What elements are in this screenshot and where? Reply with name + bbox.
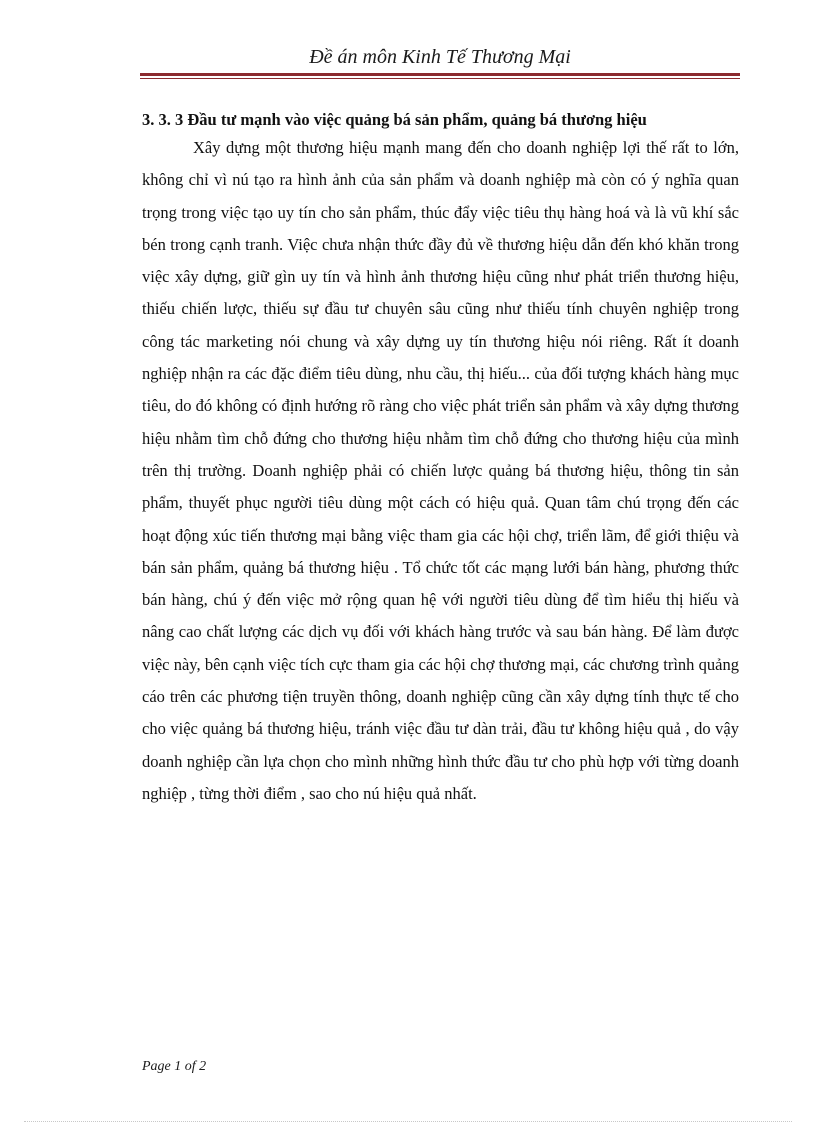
page-header-title: Đề án môn Kinh Tế Thương Mại [309,46,571,68]
page-number-footer: Page 1 of 2 [142,1059,207,1074]
header-rule-thin [140,78,740,79]
header-rule-thick [140,73,740,76]
section-paragraph: Xây dựng một thương hiệu mạnh mang đến cho doanh nghiệp lợi thế rất to lớn, không chỉ vì nú tạo ra hình ảnh của sản phẩm và doanh nghiệp mà còn có ý nghĩa quan trọng trong việc tạo uy tín cho sản phẩm, thúc đẩy việc tiêu thụ hàng hoá và là vũ khí sắc bén trong cạnh tranh. Việc chưa nhận thức đầy đủ về thương hiệu dẫn đến khó khăn trong việc xây dựng, giữ gìn uy tín và hình ảnh thương hiệu cũng như phát triển thương hiệu, thiếu chiến lược, thiếu sự đầu tư chuyên sâu cũng như thiếu tính chuyên nghiệp trong công tác marketing nói chung và xây dựng uy tín thương hiệu nói riêng. Rất ít doanh nghiệp nhận ra các đặc điểm tiêu dùng, nhu cầu, thị hiếu... của đối tượng khách hàng mục tiêu, do đó không có định hướng rõ ràng cho việc phát triển sản phẩm và xây dựng thương hiệu nhằm tìm chỗ đứng cho thương hiệu nhằm tìm chỗ đứng cho thương hiệu của mình trên thị trường. Doanh nghiệp phải có chiến lược quảng bá thương hiệu, thông tin sản phẩm, thuyết phục người tiêu dùng một cách có hiệu quả. Quan tâm chú trọng đến các hoạt động xúc tiến thương mại bằng việc tham gia các hội chợ, triển lãm, để giới thiệu và bán sản phẩm, quảng bá thương hiệu . Tổ chức tốt các mạng lưới bán hàng, phương thức bán hàng, chú ý đến việc mở rộng quan hệ với người tiêu dùng để tìm hiểu thị hiếu và nâng cao chất lượng các dịch vụ đối với khách hàng trước và sau bán hàng. Để làm được việc này, bên cạnh việc tích cực tham gia các hội chợ thương mại, các chương trình quảng cáo trên các phương tiện truyền thông, doanh nghiệp cũng cần xây dựng tính thực tế cho cho việc quảng bá thương hiệu, tránh việc đầu tư dàn trải, đầu tư không hiệu quả , do vậy doanh nghiệp cần lựa chọn cho mình những hình thức đầu tư cho phù hợp với từng doanh nghiệp , từng thời điểm , sao cho nú hiệu quả nhất. [142,138,739,803]
section-heading: 3. 3. 3 Đầu tư mạnh vào việc quảng bá sản phẩm, quảng bá thương hiệu [142,110,647,129]
page-bottom-border [24,1121,792,1122]
document-content [142,108,739,810]
